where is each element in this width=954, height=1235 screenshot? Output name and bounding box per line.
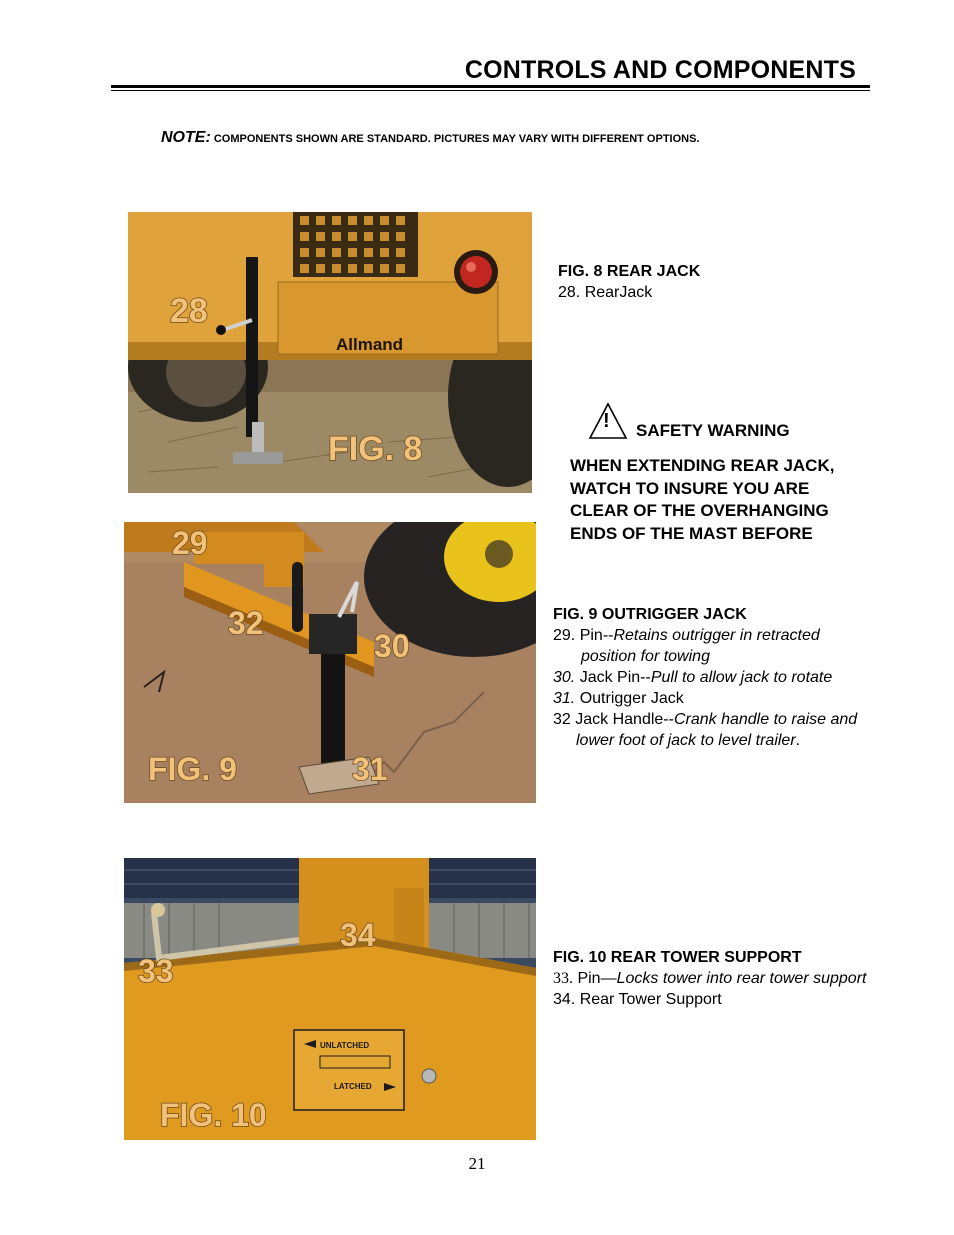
unlatched-label: UNLATCHED <box>320 1041 370 1050</box>
item-31-name: Outrigger Jack <box>575 690 684 707</box>
item-32-end: . <box>795 732 801 749</box>
fig9-caption <box>553 604 883 751</box>
fig9-item-30 <box>553 667 883 688</box>
callout-31: 31 <box>352 751 388 787</box>
fig10-label: FIG. 10 <box>160 1097 267 1133</box>
fig8-heading: FIG. 8 REAR JACK <box>558 263 701 280</box>
item-29-num: 29. Pin-- <box>553 627 614 644</box>
note-colon: : <box>205 129 211 146</box>
callout-32: 32 <box>228 605 264 641</box>
fig9-photo <box>124 522 536 803</box>
title-rule-thick <box>111 85 870 88</box>
item-33-num: 33. <box>553 970 573 987</box>
item-33-desc: Locks tower into rear tower support <box>616 970 867 987</box>
latched-label: LATCHED <box>334 1082 372 1091</box>
item-30-name: Jack Pin-- <box>575 669 651 686</box>
fig9-item-29 <box>553 625 883 646</box>
item-30-desc: Pull to allow jack to rotate <box>650 669 833 686</box>
warning-line: CLEAR OF THE OVERHANGING <box>570 501 829 520</box>
callout-28: 28 <box>170 292 208 330</box>
fig8-caption <box>558 261 700 303</box>
fig8-label: FIG. 8 <box>328 430 423 468</box>
fig8-photo <box>128 212 532 493</box>
note-line <box>161 129 700 147</box>
fig9-item-31 <box>553 688 883 709</box>
page-title: CONTROLS AND COMPONENTS <box>464 56 856 84</box>
fig8-item-28: 28. RearJack <box>558 284 653 301</box>
item-29-desc2: position for towing <box>581 648 710 665</box>
callout-30: 30 <box>374 628 410 664</box>
item-29-desc: Retains outrigger in retracted <box>613 627 820 644</box>
title-rule-thin <box>111 90 870 91</box>
item-32-num: 32 Jack Handle-- <box>553 711 674 728</box>
warning-line: ENDS OF THE MAST BEFORE <box>570 523 813 543</box>
fig10-item-34: 34. Rear Tower Support <box>553 991 722 1008</box>
fig9-item-32 <box>553 709 883 730</box>
item-32-line2 <box>553 730 883 751</box>
page-number: 21 <box>468 1154 486 1173</box>
callout-34: 34 <box>340 917 376 953</box>
item-32-desc: Crank handle to raise and <box>673 711 858 728</box>
warning-line: WATCH TO INSURE YOU ARE <box>570 478 810 498</box>
fig10-item-33 <box>553 968 893 989</box>
note-text: COMPONENTS SHOWN ARE STANDARD. PICTURES MAY VARY WITH DIFFERENT OPTIONS. <box>213 133 700 145</box>
warning-line: WHEN EXTENDING REAR JACK, <box>570 456 835 475</box>
warning-triangle-icon <box>588 402 628 440</box>
warning-glyph: ! <box>603 410 610 432</box>
note-lead: NOTE <box>161 129 206 146</box>
item-30-num: 30. <box>553 669 576 686</box>
warning-title: SAFETY WARNING <box>636 421 790 440</box>
allmand-logo: Allmand <box>336 335 404 354</box>
callout-29: 29 <box>172 525 208 561</box>
fig10-heading: FIG. 10 REAR TOWER SUPPORT <box>553 949 802 966</box>
warning-body <box>570 455 880 545</box>
item-32-desc2: lower foot of jack to level trailer <box>576 732 796 749</box>
fig9-heading: FIG. 9 OUTRIGGER JACK <box>553 606 747 623</box>
item-33-name: Pin— <box>573 970 617 987</box>
fig9-label: FIG. 9 <box>148 751 237 787</box>
callout-33: 33 <box>138 953 174 989</box>
fig10-photo <box>124 858 536 1140</box>
fig10-caption <box>553 947 893 1010</box>
item-31-num: 31. <box>553 690 576 707</box>
